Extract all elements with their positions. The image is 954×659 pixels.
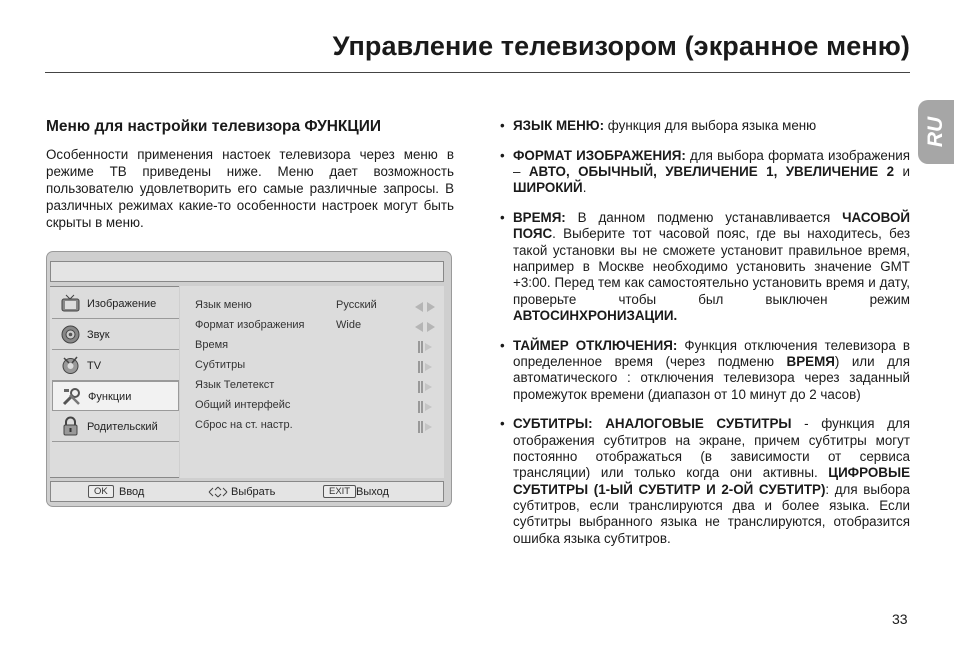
menu-item-label: Сброс на ст. настр. — [195, 419, 293, 431]
intro-paragraph: Особенности применения настоек телевизора через меню в режиме ТВ приведены ниже. Меню дает возможность пользователю удовлетворить его самые различные запросы. В различных режимах какие-то особенности настроек могут быть скрыты в меню. — [46, 147, 454, 230]
menu-item[interactable] — [195, 299, 440, 315]
title-divider — [45, 72, 910, 73]
select-label: Выбрать — [231, 486, 276, 498]
menu-item-label: Время — [195, 339, 229, 351]
function-bullet: • СУБТИТРЫ: АНАЛОГОВЫЕ СУБТИТРЫ - функция для отображения субтитров на экране, причем субтитры могут постоянно отображаться (в зависимости от сервиса трансляции) или только когда они активны. ЦИФРОВЫЕ СУБТИТРЫ (1-ЫЙ СУБТИТР И 2-ОЙ СУБТИТР): для выбора субтитров, если транслируются два и более языка. Если субтитры выбранного языка не транслируются, отобразится ошибка языка субтитров. — [500, 416, 910, 546]
tools-icon — [61, 386, 82, 407]
enter-submenu-icon — [414, 421, 436, 433]
menu-category-label: TV — [87, 360, 102, 372]
menu-item-label: Язык меню — [195, 299, 252, 311]
menu-item-label: Общий интерфейс — [195, 399, 291, 411]
menu-item[interactable] — [195, 339, 440, 355]
menu-item[interactable] — [195, 379, 440, 395]
function-bullet: • ФОРМАТ ИЗОБРАЖЕНИЯ: для выбора формата изображения – АВТО, ОБЫЧНЫЙ, УВЕЛИЧЕНИЕ 1, УВЕЛИЧЕНИЕ 2 и ШИРОКИЙ. — [500, 148, 910, 197]
menu-item-label: Формат изображения — [195, 319, 305, 331]
sound-icon — [60, 324, 81, 345]
menu-category-2[interactable] — [52, 351, 179, 381]
language-tab-label: RU — [924, 116, 947, 148]
menu-item-value: Русский — [336, 299, 377, 311]
menu-item[interactable] — [195, 419, 440, 435]
language-tab — [918, 100, 954, 164]
menu-category-list — [50, 286, 179, 478]
page-number: 33 — [892, 611, 908, 627]
menu-category-4[interactable] — [52, 412, 179, 442]
menu-category-3[interactable] — [52, 381, 179, 411]
function-bullet: • ВРЕМЯ: В данном подменю устанавливается ЧАСОВОЙ ПОЯС. Выберите тот часовой пояс, где вы находитесь, без такой установки вы не сможете установит правильное время, например в Москве необходимо установить значение GMT +3:00. Перед тем как самостоятельно установить время и дату, проверьте чтобы был выключен режим АВТОСИНХРОНИЗАЦИИ. — [500, 210, 910, 324]
function-descriptions — [500, 118, 910, 560]
tv-menu-screen — [46, 251, 452, 507]
menu-category-0[interactable] — [52, 289, 179, 319]
ok-key: OK — [88, 485, 114, 498]
section-title: Меню для настройки телевизора ФУНКЦИИ — [46, 118, 381, 135]
menu-help-bar — [50, 481, 444, 502]
navigate-icon — [208, 486, 228, 498]
menu-item-label: Субтитры — [195, 359, 246, 371]
menu-category-label: Функции — [88, 391, 132, 403]
enter-submenu-icon — [414, 381, 436, 393]
enter-submenu-icon — [414, 341, 436, 353]
function-bullet: • ТАЙМЕР ОТКЛЮЧЕНИЯ: Функция отключения телевизора в определенное время (через подменю ВРЕМЯ) или для автоматического : отключения телевизора через заданный промежуток времени (диапазон от 10 минут до 2 часов) — [500, 338, 910, 403]
menu-title-bar — [50, 261, 444, 282]
menu-item[interactable] — [195, 399, 440, 415]
enter-submenu-icon — [414, 401, 436, 413]
enter-submenu-icon — [414, 361, 436, 373]
menu-category-label: Звук — [87, 329, 110, 341]
menu-item-label: Язык Телетекст — [195, 379, 275, 391]
left-right-arrows-icon — [414, 301, 436, 313]
tv-icon — [60, 355, 81, 376]
menu-item-value: Wide — [336, 319, 362, 331]
menu-item[interactable] — [195, 319, 440, 335]
picture-icon — [60, 293, 81, 314]
lock-icon — [60, 416, 81, 437]
ok-label: Ввод — [119, 486, 145, 498]
menu-category-label: Изображение — [87, 298, 157, 310]
exit-label: Выход — [356, 486, 389, 498]
function-bullet: • ЯЗЫК МЕНЮ: функция для выбора языка меню — [500, 118, 910, 134]
menu-category-1[interactable] — [52, 320, 179, 350]
exit-key: EXIT — [323, 485, 356, 498]
menu-item[interactable] — [195, 359, 440, 375]
menu-category-label: Родительский — [87, 421, 158, 433]
menu-items-panel — [180, 286, 444, 478]
left-right-arrows-icon — [414, 321, 436, 333]
page-title: Управление телевизором (экранное меню) — [332, 31, 910, 61]
